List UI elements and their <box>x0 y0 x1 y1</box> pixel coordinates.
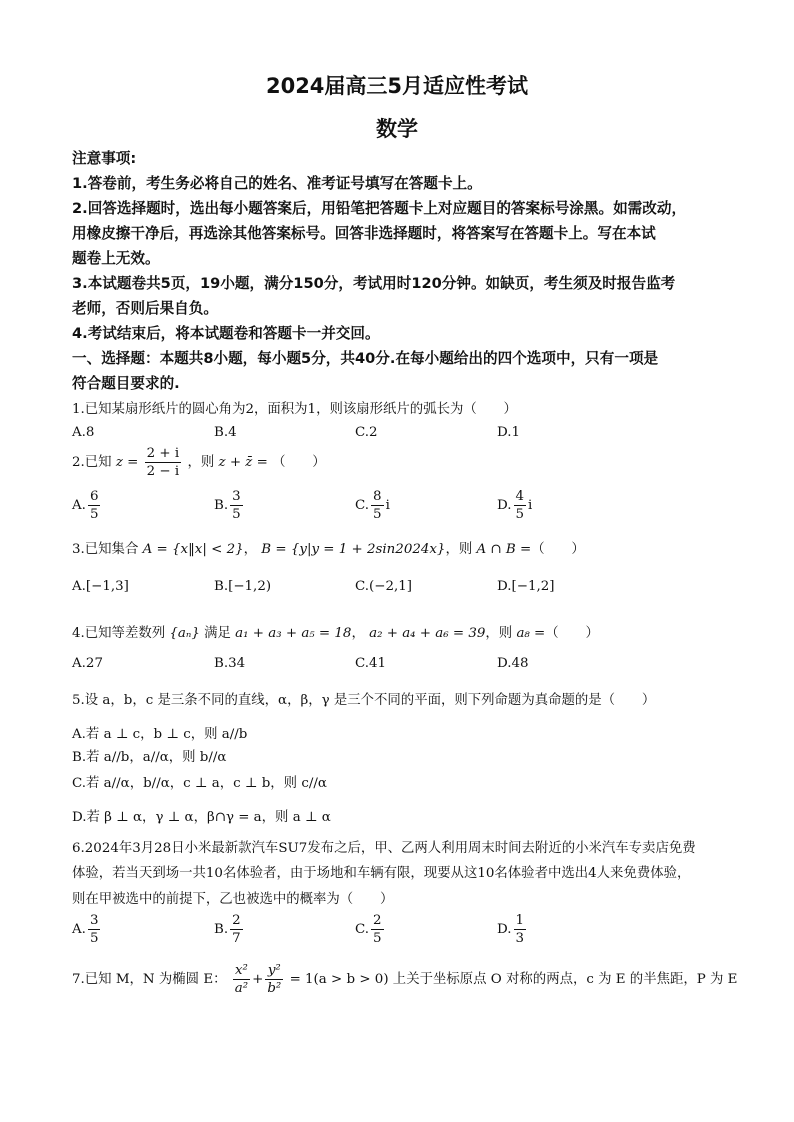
question-4-mid1: 满足 <box>204 626 231 641</box>
question-2-option-c <box>355 488 390 523</box>
question-4-prefix: 4.已知等差数列 <box>72 626 166 641</box>
fraction-denominator: 5 <box>515 507 525 522</box>
question-3-tail: （ ） <box>531 542 585 557</box>
notes-line: 4.考试结束后，将本试题卷和答题卡一并交回。 <box>72 325 380 342</box>
fraction-numerator: 4 <box>515 489 525 504</box>
option-label: C. <box>355 498 370 513</box>
question-2-option-d <box>497 488 532 523</box>
question-2-option-a <box>72 488 102 523</box>
fraction-denominator: 5 <box>232 507 241 522</box>
fraction-numerator: 3 <box>89 913 99 928</box>
fraction-numerator: 2 <box>232 913 241 928</box>
question-4-cond1: a₁ + a₃ + a₅ = 18 <box>235 626 352 641</box>
question-3-expr: A ∩ B = <box>476 542 532 557</box>
fraction-numerator: x² <box>233 962 250 980</box>
question-3-stem <box>72 538 585 557</box>
question-2-fraction <box>145 445 182 480</box>
fraction-denominator: 5 <box>89 931 99 946</box>
option-fraction <box>230 912 243 947</box>
fraction-denominator: 5 <box>89 507 99 522</box>
question-7-rest: = 1(a > b > 0) 上关于坐标原点 O 对称的两点，c 为 E 的半焦距，P 为 E <box>289 972 738 987</box>
notes-line: 2.回答选择题时，选出每小题答案后，用铅笔把答题卡上对应题目的答案标号涂黑。如需改动， <box>72 200 687 217</box>
notes-line: 1.答卷前，考生务必将自己的姓名、准考证号填写在答题卡上。 <box>72 175 482 192</box>
plus-sign: + <box>252 972 264 987</box>
option-label: C. <box>355 922 370 937</box>
question-6-option-c <box>355 912 386 947</box>
notes-line: 老师，否则后果自负。 <box>72 300 218 317</box>
question-1-option-b: B.4 <box>214 425 237 440</box>
question-1-stem: 1.已知某扇形纸片的圆心角为2，面积为1，则该扇形纸片的弧长为（ ） <box>72 402 517 417</box>
section-heading: 符合题目要求的. <box>72 375 180 392</box>
section-heading: 一、选择题：本题共8小题，每小题5分，共40分.在每小题给出的四个选项中，只有一项是 <box>72 350 659 367</box>
question-3-option-a: A.[−1,3] <box>72 579 129 594</box>
question-2-eq: = <box>127 455 139 470</box>
question-3-mid: ，则 <box>445 542 473 557</box>
question-6-option-a <box>72 912 102 947</box>
question-2-var: z <box>115 455 123 470</box>
notes-block <box>72 146 728 396</box>
question-6-option-b <box>214 912 245 947</box>
fraction-denominator: 7 <box>232 931 241 946</box>
fraction-numerator: y² <box>265 962 283 980</box>
question-5-option-c: C.若 a//α，b//α，c ⊥ a，c ⊥ b，则 c//α <box>72 776 327 791</box>
question-5-option-a: A.若 a ⊥ c，b ⊥ c，则 a//b <box>72 727 248 742</box>
option-label: B. <box>214 498 229 513</box>
question-4-sep: ， <box>351 626 365 641</box>
fraction-denominator: 2 − i <box>146 464 180 479</box>
option-fraction <box>514 488 527 523</box>
fraction-numerator: 8 <box>373 489 382 504</box>
question-3-sep: ， <box>243 542 258 557</box>
option-label: A. <box>72 498 86 513</box>
question-4-stem <box>72 622 599 641</box>
question-5-stem: 5.设 a，b，c 是三条不同的直线，α，β，γ 是三个不同的平面，则下列命题为真命题的是（ ） <box>72 693 656 708</box>
question-7-prefix: 7.已知 M，N 为椭圆 E： <box>72 972 227 987</box>
fraction-denominator: 5 <box>373 931 382 946</box>
question-2-stem <box>72 445 326 480</box>
question-3-option-b: B.[−1,2) <box>214 579 272 594</box>
question-4-option-a: A.27 <box>72 656 103 671</box>
subject-title: 数学 <box>376 117 418 141</box>
question-4-target: a₈ = <box>516 626 546 641</box>
question-3-option-d: D.[−1,2] <box>497 579 555 594</box>
exam-title: 2024届高三5月适应性考试 <box>265 74 529 98</box>
question-4-option-d: D.48 <box>497 656 529 671</box>
option-fraction <box>371 488 384 523</box>
question-2-mid: ，则 <box>187 455 215 470</box>
notes-line: 用橡皮擦干净后，再选涂其他答案标号。回答非选择题时，将答案写在答题卡上。写在本试 <box>72 225 656 242</box>
fraction-numerator: 1 <box>515 913 525 928</box>
notes-heading: 注意事项: <box>72 150 137 167</box>
question-3-set-b: B = {y|y = 1 + 2sin2024x} <box>261 542 446 557</box>
notes-line: 3.本试题卷共5页，19小题，满分150分，考试用时120分钟。如缺页，考生须及时报告监考 <box>72 275 676 292</box>
question-4-option-c: C.41 <box>355 656 387 671</box>
question-6-line: 则在甲被选中的前提下，乙也被选中的概率为（ ） <box>72 892 394 907</box>
fraction-numerator: 6 <box>89 489 99 504</box>
question-2-prefix: 2.已知 <box>72 455 112 470</box>
option-fraction <box>88 912 101 947</box>
option-fraction <box>88 488 101 523</box>
fraction-denominator: b² <box>267 981 282 996</box>
question-2-tail: （ ） <box>272 455 326 470</box>
fraction-denominator: 3 <box>515 931 525 946</box>
option-fraction <box>230 488 243 523</box>
question-5-option-b: B.若 a//b，a//α，则 b//α <box>72 750 227 765</box>
option-fraction <box>514 912 527 947</box>
option-label: D. <box>497 498 512 513</box>
question-6-option-d <box>497 912 528 947</box>
ellipse-y-term <box>265 962 283 997</box>
question-4-tail: （ ） <box>545 626 599 641</box>
notes-line: 题卷上无效。 <box>72 250 160 267</box>
question-7-stem <box>72 962 737 997</box>
question-6-line: 6.2024年3月28日小米最新款汽车SU7发布之后，甲、乙两人利用周末时间去附近的小米汽车专卖店免费 <box>72 841 696 856</box>
question-3-set-a: A = {x‖x| < 2} <box>142 542 244 557</box>
option-label: D. <box>497 922 512 937</box>
question-4-option-b: B.34 <box>214 656 246 671</box>
question-4-sequence: {aₙ} <box>169 626 200 641</box>
fraction-numerator: 2 <box>373 913 382 928</box>
option-suffix: i <box>528 498 533 513</box>
fraction-denominator: 5 <box>373 507 382 522</box>
ellipse-x-term <box>233 962 250 997</box>
question-6-line: 体验，若当天到场一共10名体验者，由于场地和车辆有限，现要从这10名体验者中选出4人来免费体验， <box>72 866 691 881</box>
question-2-option-b <box>214 488 245 523</box>
question-1-option-c: C.2 <box>355 425 378 440</box>
question-3-prefix: 3.已知集合 <box>72 542 139 557</box>
question-5-option-d: D.若 β ⊥ α，γ ⊥ α，β∩γ = a，则 a ⊥ α <box>72 810 331 825</box>
option-label: A. <box>72 922 86 937</box>
question-4-cond2: a₂ + a₄ + a₆ = 39 <box>369 626 486 641</box>
fraction-numerator: 3 <box>232 489 241 504</box>
option-fraction <box>371 912 384 947</box>
question-2-expr: z + z̄ = <box>218 455 268 470</box>
option-label: B. <box>214 922 229 937</box>
option-suffix: i <box>385 498 390 513</box>
fraction-numerator: 2 + i <box>146 446 180 461</box>
question-1-option-d: D.1 <box>497 425 521 440</box>
question-4-mid2: ，则 <box>485 626 513 641</box>
fraction-denominator: a² <box>234 981 249 996</box>
question-3-option-c: C.(−2,1] <box>355 579 412 594</box>
question-1-option-a: A.8 <box>72 425 95 440</box>
